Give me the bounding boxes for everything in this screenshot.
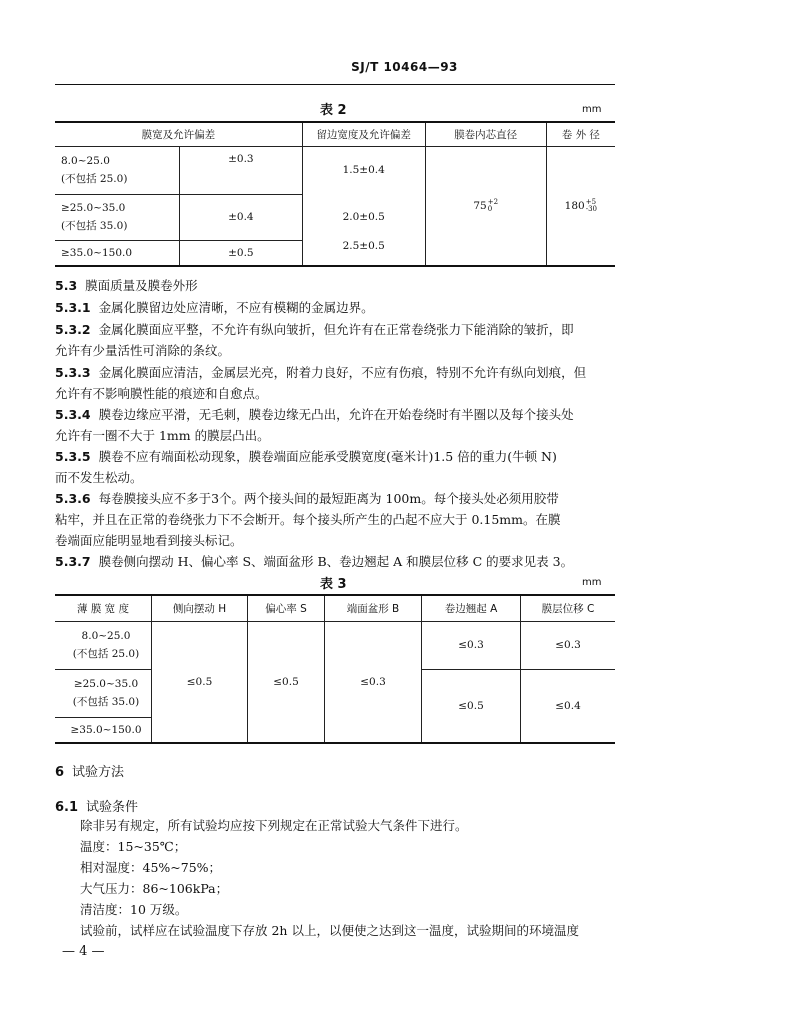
page-number: — 4 — xyxy=(62,944,105,959)
table2-unit: mm xyxy=(582,104,602,115)
t3-b-cell: ≤0.3 xyxy=(325,621,422,743)
section-5-3-6: 5.3.6 每卷膜接头应不多于3个。两个接头间的最短距离为 100m。每个接头处必须用胶带 粘牢，并且在正常的卷绕张力下不会断开。每个接头所产生的凸起不应大于 0.15mm。在膜 卷端面应能明显地看到接头标记。 xyxy=(55,491,561,548)
section-5-3-4: 5.3.4 膜卷边缘应平滑，无毛刺，膜卷边缘无凸出，允许在开始卷绕时有半圈以及每个接头处 允许有一圈不大于 1mm 的膜层凸出。 xyxy=(55,407,574,443)
t3-header-c: 膜层位移 C xyxy=(521,595,616,621)
section-5-3-1: 5.3.1 金属化膜留边处应清晰，不应有模糊的金属边界。 xyxy=(55,300,374,315)
t2-margin-cell: 1.5±0.4 xyxy=(302,146,425,194)
section-5-3-7: 5.3.7 膜卷侧向摆动 H、偏心率 S、端面盆形 B、卷边翘起 A 和膜层位移 C 的要求见表 3。 xyxy=(55,554,574,569)
t3-a1-cell: ≤0.3 xyxy=(422,621,521,669)
test-conditions-intro: 除非另有规定，所有试验均应按下列规定在正常试验大气条件下进行。 xyxy=(80,818,468,833)
table2-caption: 表 2 xyxy=(320,103,347,118)
t2-margin-cell: 2.5±0.5 xyxy=(302,240,425,266)
header-rule xyxy=(55,84,615,85)
t3-header-a: 卷边翘起 A xyxy=(422,595,521,621)
section-5-3-5: 5.3.5 膜卷不应有端面松动现象，膜卷端面应能承受膜宽度(毫米计)1.5 倍的重力(牛顿 N) 而不发生松动。 xyxy=(55,449,557,485)
t3-a2-cell: ≤0.5 xyxy=(422,669,521,743)
t2-margin-cell: 2.0±0.5 xyxy=(302,194,425,240)
table3-caption: 表 3 xyxy=(320,577,347,592)
test-temperature: 温度：15~35℃； xyxy=(80,839,187,854)
t3-header-width: 薄 膜 宽 度 xyxy=(55,595,152,621)
t3-s-cell: ≤0.5 xyxy=(248,621,325,743)
t2-tol-cell: ±0.4 xyxy=(180,194,303,240)
test-pressure: 大气压力：86~106kPa； xyxy=(80,881,229,896)
t2-tol-cell: ±0.5 xyxy=(180,240,303,266)
section-5-3: 5.3 膜面质量及膜卷外形 xyxy=(55,278,198,293)
t2-width-cell: 8.0~25.0 (不包括 25.0) xyxy=(55,146,180,194)
t3-header-s: 偏心率 S xyxy=(248,595,325,621)
t3-width-cell: ≥25.0~35.0 (不包括 35.0) xyxy=(55,669,152,717)
t2-width-cell: ≥25.0~35.0 (不包括 35.0) xyxy=(55,194,180,240)
document-code: SJ/T 10464—93 xyxy=(351,60,458,74)
t2-tol-cell: ±0.3 xyxy=(180,146,303,194)
test-humidity: 相对湿度：45%~75%； xyxy=(80,860,222,875)
table-row xyxy=(55,146,615,194)
t2-header-margin: 留边宽度及允许偏差 xyxy=(302,122,425,146)
section-6: 6 试验方法 xyxy=(55,765,125,780)
t3-header-h: 侧向摆动 H xyxy=(152,595,248,621)
t2-header-width: 膜宽及允许偏差 xyxy=(55,122,302,146)
t2-header-core: 膜卷内芯直径 xyxy=(425,122,546,146)
t3-header-b: 端面盆形 B xyxy=(325,595,422,621)
t3-width-cell: ≥35.0~150.0 xyxy=(55,717,152,743)
section-5-3-3: 5.3.3 金属化膜面应清洁，金属层光亮，附着力良好，不应有伤痕，特别不允许有纵向划痕，但 允许有不影响膜性能的痕迹和自愈点。 xyxy=(55,365,587,401)
table-3 xyxy=(55,594,615,744)
section-6-1: 6.1 试验条件 xyxy=(55,800,139,815)
t2-core-cell: 75+2 0 xyxy=(425,146,546,266)
test-cleanliness: 清洁度：10 万级。 xyxy=(80,902,188,917)
t3-c2-cell: ≤0.4 xyxy=(521,669,616,743)
t3-width-cell: 8.0~25.0 (不包括 25.0) xyxy=(55,621,152,669)
test-preconditioning: 试验前，试样应在试验温度下存放 2h 以上，以便使之达到这一温度，试验期间的环境温度 xyxy=(80,923,579,938)
table3-unit: mm xyxy=(582,577,602,588)
t3-h-cell: ≤0.5 xyxy=(152,621,248,743)
t3-c1-cell: ≤0.3 xyxy=(521,621,616,669)
section-5-3-2: 5.3.2 金属化膜面应平整，不允许有纵向皱折，但允许有在正常卷绕张力下能消除的皱折，即 允许有少量活性可消除的条纹。 xyxy=(55,322,574,358)
t2-header-outer: 卷 外 径 xyxy=(546,122,615,146)
t2-width-cell: ≥35.0~150.0 xyxy=(55,240,180,266)
table-row xyxy=(55,621,615,669)
t2-outer-cell: 180+5 -30 xyxy=(546,146,615,266)
table-2 xyxy=(55,121,615,267)
